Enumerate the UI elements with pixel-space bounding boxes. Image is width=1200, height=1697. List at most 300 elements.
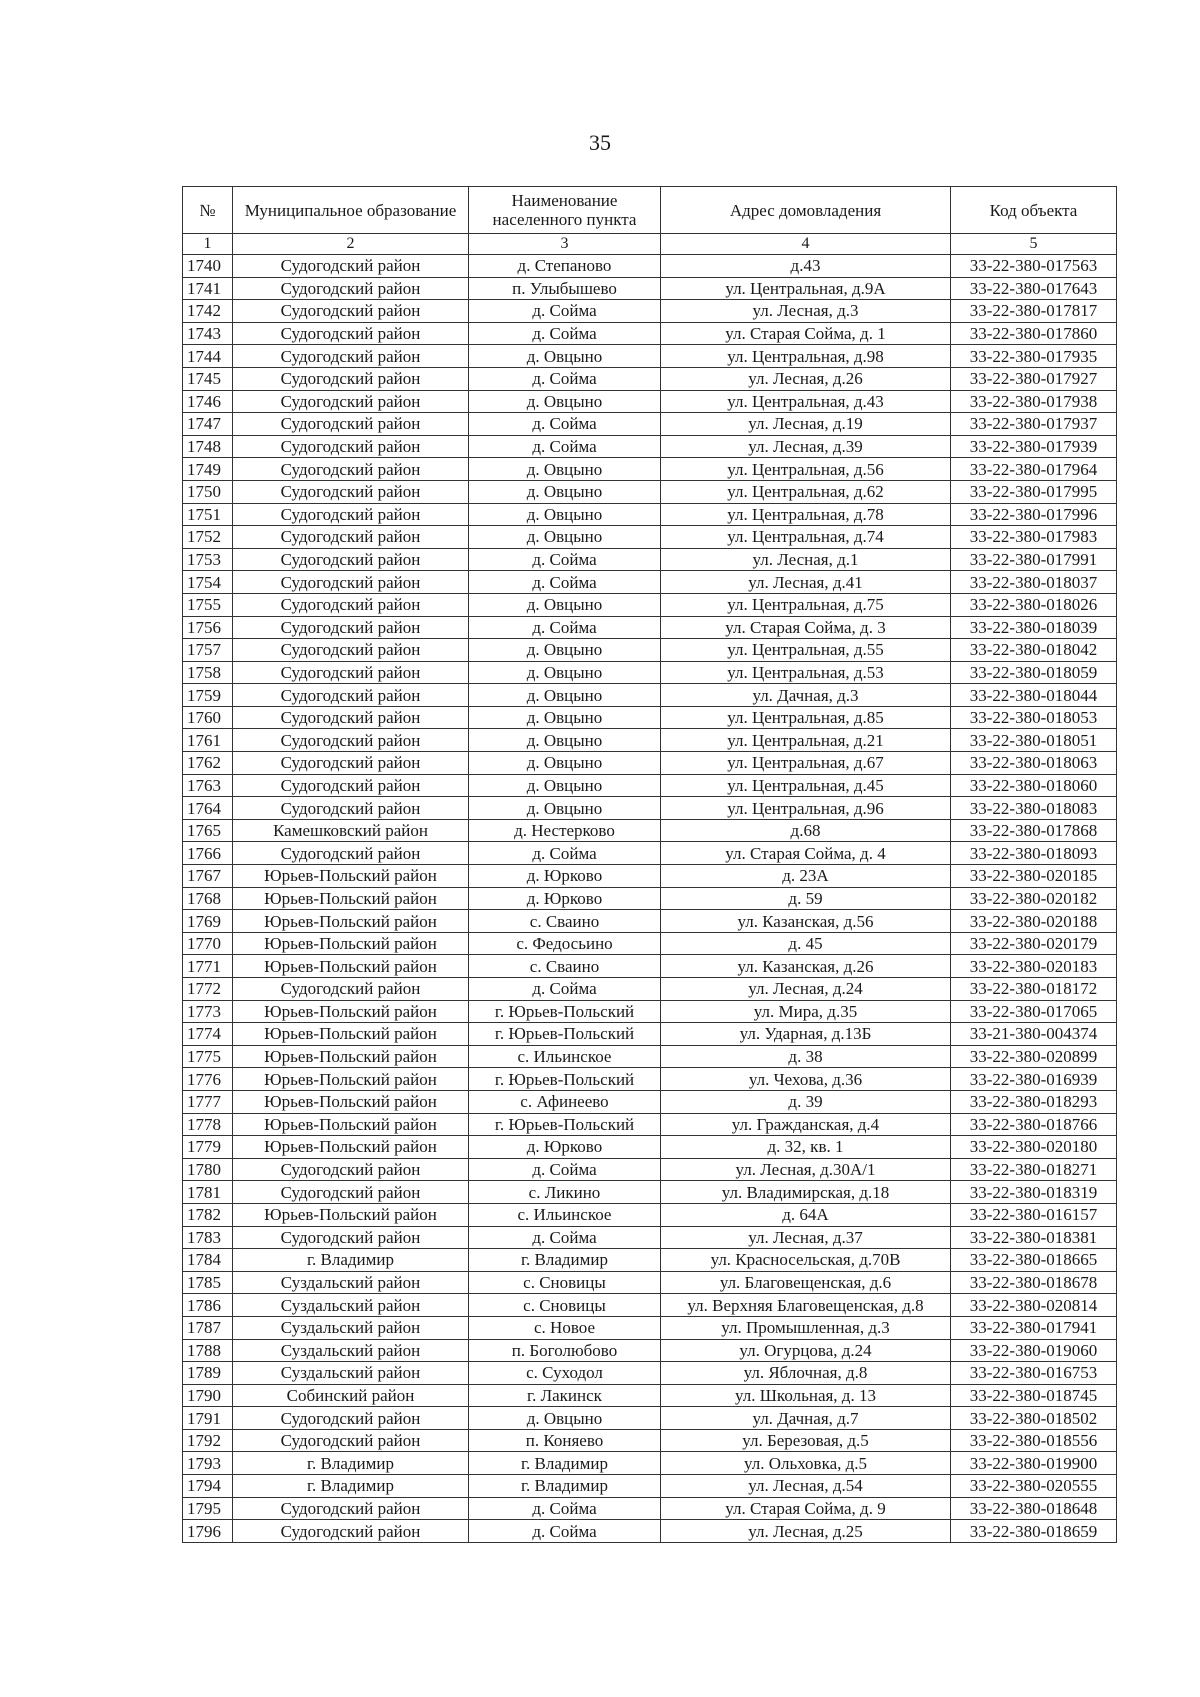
cell-settlement: с. Федосьино [469,932,661,955]
cell-number: 1769 [183,910,233,933]
cell-address: ул. Лесная, д.19 [661,413,951,436]
cell-municipality: Судогодский район [233,503,469,526]
cell-municipality: Судогодский район [233,1407,469,1430]
cell-number: 1784 [183,1249,233,1272]
cell-municipality: Судогодский район [233,752,469,775]
column-number-row [183,234,1117,255]
cell-number: 1790 [183,1384,233,1407]
cell-municipality: Юрьев-Польский район [233,955,469,978]
cell-object-code: 33-22-380-018051 [951,729,1117,752]
cell-number: 1770 [183,932,233,955]
table-body [183,255,1117,1543]
table-row [183,1475,1117,1498]
cell-municipality: Судогодский район [233,255,469,278]
cell-settlement: д. Овцыно [469,639,661,662]
cell-address: ул. Дачная, д.7 [661,1407,951,1430]
column-number: 3 [469,234,661,255]
cell-address: ул. Центральная, д.74 [661,526,951,549]
cell-object-code: 33-22-380-017995 [951,480,1117,503]
table-row [183,390,1117,413]
cell-address: ул. Центральная, д.78 [661,503,951,526]
header-settlement: Наименование населенного пункта [469,187,661,234]
cell-settlement: г. Юрьев-Польский [469,1113,661,1136]
cell-settlement: д. Овцыно [469,797,661,820]
cell-address: ул. Чехова, д.36 [661,1068,951,1091]
cell-settlement: д. Сойма [469,978,661,1001]
cell-object-code: 33-22-380-020185 [951,865,1117,888]
cell-municipality: Юрьев-Польский район [233,1000,469,1023]
cell-object-code: 33-22-380-018037 [951,571,1117,594]
column-number: 2 [233,234,469,255]
cell-object-code: 33-22-380-018059 [951,661,1117,684]
table-row [183,978,1117,1001]
cell-settlement: д. Сойма [469,1158,661,1181]
cell-municipality: Судогодский район [233,616,469,639]
cell-municipality: Юрьев-Польский район [233,1068,469,1091]
cell-address: ул. Лесная, д.41 [661,571,951,594]
cell-address: ул. Центральная, д.96 [661,797,951,820]
cell-settlement: д. Овцыно [469,706,661,729]
cell-number: 1755 [183,593,233,616]
cell-number: 1775 [183,1045,233,1068]
table-row [183,1045,1117,1068]
cell-municipality: Юрьев-Польский район [233,1090,469,1113]
cell-address: ул. Центральная, д.21 [661,729,951,752]
cell-municipality: Судогодский район [233,480,469,503]
cell-settlement: д. Овцыно [469,1407,661,1430]
cell-address: ул. Ольховка, д.5 [661,1452,951,1475]
cell-settlement: д. Сойма [469,367,661,390]
table-row [183,842,1117,865]
cell-municipality: Суздальский район [233,1362,469,1385]
cell-number: 1757 [183,639,233,662]
cell-settlement: д. Овцыно [469,526,661,549]
cell-object-code: 33-22-380-018678 [951,1271,1117,1294]
cell-object-code: 33-22-380-018063 [951,752,1117,775]
column-number: 1 [183,234,233,255]
cell-address: ул. Красносельская, д.70В [661,1249,951,1272]
cell-address: ул. Яблочная, д.8 [661,1362,951,1385]
cell-number: 1743 [183,322,233,345]
cell-address: ул. Старая Сойма, д. 3 [661,616,951,639]
cell-settlement: с. Суходол [469,1362,661,1385]
table-row [183,1023,1117,1046]
cell-number: 1748 [183,435,233,458]
cell-settlement: д. Сойма [469,1226,661,1249]
cell-municipality: Судогодский район [233,842,469,865]
table-row [183,932,1117,955]
cell-settlement: г. Владимир [469,1452,661,1475]
cell-number: 1750 [183,480,233,503]
cell-number: 1742 [183,300,233,323]
cell-municipality: Судогодский район [233,1497,469,1520]
cell-address: д.68 [661,819,951,842]
cell-object-code: 33-22-380-018093 [951,842,1117,865]
cell-number: 1754 [183,571,233,594]
header-object-code: Код объекта [951,187,1117,234]
cell-object-code: 33-22-380-017927 [951,367,1117,390]
cell-municipality: Судогодский район [233,435,469,458]
cell-number: 1741 [183,277,233,300]
cell-address: ул. Лесная, д.1 [661,548,951,571]
cell-object-code: 33-22-380-020814 [951,1294,1117,1317]
cell-municipality: Судогодский район [233,548,469,571]
cell-municipality: Судогодский район [233,345,469,368]
cell-object-code: 33-22-380-018665 [951,1249,1117,1272]
cell-object-code: 33-22-380-018044 [951,684,1117,707]
cell-municipality: Судогодский район [233,526,469,549]
table-row [183,1384,1117,1407]
cell-settlement: д. Овцыно [469,390,661,413]
table-row [183,300,1117,323]
cell-settlement: д. Сойма [469,571,661,594]
table-row [183,548,1117,571]
table-row [183,797,1117,820]
cell-address: д. 23А [661,865,951,888]
cell-address: ул. Центральная, д.9А [661,277,951,300]
cell-municipality: Судогодский район [233,593,469,616]
table-row [183,661,1117,684]
cell-municipality: Судогодский район [233,1181,469,1204]
cell-number: 1759 [183,684,233,707]
cell-object-code: 33-22-380-020188 [951,910,1117,933]
cell-settlement: д. Овцыно [469,345,661,368]
cell-number: 1768 [183,887,233,910]
cell-municipality: Суздальский район [233,1294,469,1317]
cell-object-code: 33-22-380-020555 [951,1475,1117,1498]
table-row [183,345,1117,368]
table-row [183,593,1117,616]
cell-number: 1767 [183,865,233,888]
cell-settlement: д. Юрково [469,1136,661,1159]
cell-number: 1773 [183,1000,233,1023]
cell-address: ул. Лесная, д.39 [661,435,951,458]
cell-address: ул. Лесная, д.37 [661,1226,951,1249]
cell-object-code: 33-22-380-018053 [951,706,1117,729]
cell-number: 1761 [183,729,233,752]
cell-number: 1747 [183,413,233,436]
cell-object-code: 33-22-380-018039 [951,616,1117,639]
cell-settlement: д. Степаново [469,255,661,278]
cell-address: ул. Верхняя Благовещенская, д.8 [661,1294,951,1317]
table-row [183,435,1117,458]
table-row [183,774,1117,797]
table-row [183,413,1117,436]
cell-municipality: Судогодский район [233,706,469,729]
cell-address: д. 59 [661,887,951,910]
cell-number: 1793 [183,1452,233,1475]
cell-number: 1795 [183,1497,233,1520]
cell-address: ул. Центральная, д.53 [661,661,951,684]
cell-address: ул. Центральная, д.75 [661,593,951,616]
cell-municipality: Судогодский район [233,1158,469,1181]
cell-municipality: Судогодский район [233,729,469,752]
table-row [183,1429,1117,1452]
cell-address: ул. Лесная, д.54 [661,1475,951,1498]
cell-settlement: г. Юрьев-Польский [469,1000,661,1023]
cell-address: д. 39 [661,1090,951,1113]
cell-address: ул. Центральная, д.62 [661,480,951,503]
table-row [183,1113,1117,1136]
cell-object-code: 33-22-380-018766 [951,1113,1117,1136]
cell-number: 1758 [183,661,233,684]
cell-object-code: 33-22-380-018502 [951,1407,1117,1430]
cell-object-code: 33-22-380-017065 [951,1000,1117,1023]
cell-municipality: Судогодский район [233,1226,469,1249]
cell-settlement: д. Сойма [469,300,661,323]
cell-address: ул. Лесная, д.26 [661,367,951,390]
cell-municipality: Судогодский район [233,1520,469,1543]
table-row [183,526,1117,549]
cell-number: 1756 [183,616,233,639]
cell-address: ул. Центральная, д.85 [661,706,951,729]
cell-object-code: 33-22-380-018293 [951,1090,1117,1113]
table-row [183,819,1117,842]
header-row [183,187,1117,234]
cell-object-code: 33-22-380-017983 [951,526,1117,549]
cell-address: ул. Школьная, д. 13 [661,1384,951,1407]
cell-settlement: г. Юрьев-Польский [469,1068,661,1091]
cell-number: 1779 [183,1136,233,1159]
cell-address: ул. Дачная, д.3 [661,684,951,707]
cell-settlement: д. Сойма [469,1497,661,1520]
cell-object-code: 33-22-380-017939 [951,435,1117,458]
cell-settlement: д. Овцыно [469,661,661,684]
table-row [183,684,1117,707]
cell-object-code: 33-22-380-016753 [951,1362,1117,1385]
cell-object-code: 33-22-380-017964 [951,458,1117,481]
cell-object-code: 33-22-380-018042 [951,639,1117,662]
cell-number: 1751 [183,503,233,526]
table-row [183,752,1117,775]
cell-number: 1789 [183,1362,233,1385]
cell-object-code: 33-22-380-018060 [951,774,1117,797]
cell-number: 1746 [183,390,233,413]
cell-number: 1771 [183,955,233,978]
table-row [183,1316,1117,1339]
cell-number: 1780 [183,1158,233,1181]
cell-municipality: Юрьев-Польский район [233,1113,469,1136]
table-row [183,887,1117,910]
cell-object-code: 33-22-380-017991 [951,548,1117,571]
cell-settlement: с. Сваино [469,910,661,933]
cell-object-code: 33-22-380-018172 [951,978,1117,1001]
cell-settlement: с. Ильинское [469,1045,661,1068]
cell-settlement: с. Новое [469,1316,661,1339]
cell-address: ул. Центральная, д.98 [661,345,951,368]
table-row [183,1249,1117,1272]
cell-object-code: 33-22-380-018659 [951,1520,1117,1543]
cell-municipality: Суздальский район [233,1339,469,1362]
cell-municipality: Судогодский район [233,684,469,707]
cell-number: 1765 [183,819,233,842]
table-row [183,729,1117,752]
table-row [183,1520,1117,1543]
cell-municipality: Юрьев-Польский район [233,1203,469,1226]
table-row [183,1294,1117,1317]
cell-object-code: 33-22-380-017935 [951,345,1117,368]
page-number: 35 [589,130,611,155]
cell-number: 1764 [183,797,233,820]
cell-municipality: Юрьев-Польский район [233,887,469,910]
cell-municipality: г. Владимир [233,1452,469,1475]
cell-municipality: Судогодский район [233,322,469,345]
cell-settlement: д. Овцыно [469,480,661,503]
cell-settlement: с. Афинеево [469,1090,661,1113]
table-row [183,1362,1117,1385]
cell-object-code: 33-22-380-018556 [951,1429,1117,1452]
cell-settlement: д. Нестерково [469,819,661,842]
cell-address: ул. Владимирская, д.18 [661,1181,951,1204]
cell-object-code: 33-22-380-017868 [951,819,1117,842]
cell-settlement: г. Юрьев-Польский [469,1023,661,1046]
cell-address: ул. Центральная, д.55 [661,639,951,662]
cell-settlement: с. Сваино [469,955,661,978]
cell-municipality: Юрьев-Польский район [233,1136,469,1159]
cell-object-code: 33-22-380-018083 [951,797,1117,820]
cell-number: 1792 [183,1429,233,1452]
cell-address: ул. Центральная, д.56 [661,458,951,481]
table-row [183,1090,1117,1113]
cell-settlement: п. Коняево [469,1429,661,1452]
cell-address: ул. Ударная, д.13Б [661,1023,951,1046]
cell-municipality: Судогодский район [233,277,469,300]
cell-settlement: с. Сновицы [469,1294,661,1317]
cell-settlement: д. Овцыно [469,503,661,526]
cell-number: 1749 [183,458,233,481]
cell-municipality: Юрьев-Польский район [233,932,469,955]
cell-number: 1796 [183,1520,233,1543]
cell-settlement: д. Сойма [469,616,661,639]
cell-address: д. 32, кв. 1 [661,1136,951,1159]
cell-settlement: д. Овцыно [469,774,661,797]
cell-address: ул. Старая Сойма, д. 1 [661,322,951,345]
cell-settlement: д. Сойма [469,842,661,865]
cell-address: д. 38 [661,1045,951,1068]
cell-number: 1745 [183,367,233,390]
cell-number: 1740 [183,255,233,278]
table-row [183,1271,1117,1294]
cell-number: 1788 [183,1339,233,1362]
table-row [183,1068,1117,1091]
table-row [183,706,1117,729]
cell-address: ул. Лесная, д.30А/1 [661,1158,951,1181]
cell-number: 1762 [183,752,233,775]
cell-number: 1744 [183,345,233,368]
cell-settlement: д. Овцыно [469,458,661,481]
cell-address: ул. Промышленная, д.3 [661,1316,951,1339]
cell-municipality: Судогодский район [233,978,469,1001]
cell-number: 1785 [183,1271,233,1294]
table-row [183,1407,1117,1430]
cell-settlement: д. Сойма [469,1520,661,1543]
cell-number: 1776 [183,1068,233,1091]
cell-address: ул. Центральная, д.67 [661,752,951,775]
cell-settlement: д. Сойма [469,435,661,458]
cell-number: 1778 [183,1113,233,1136]
cell-municipality: Суздальский район [233,1271,469,1294]
cell-object-code: 33-22-380-018648 [951,1497,1117,1520]
cell-address: ул. Старая Сойма, д. 9 [661,1497,951,1520]
cell-address: ул. Центральная, д.43 [661,390,951,413]
cell-number: 1777 [183,1090,233,1113]
cell-number: 1786 [183,1294,233,1317]
cell-settlement: д. Юрково [469,865,661,888]
table-row [183,639,1117,662]
cell-object-code: 33-22-380-018319 [951,1181,1117,1204]
cell-number: 1783 [183,1226,233,1249]
cell-municipality: Судогодский район [233,300,469,323]
table-row [183,367,1117,390]
cell-number: 1774 [183,1023,233,1046]
table-row [183,1000,1117,1023]
header-address: Адрес домовладения [661,187,951,234]
table-row [183,1452,1117,1475]
cell-object-code: 33-22-380-017817 [951,300,1117,323]
cell-number: 1781 [183,1181,233,1204]
cell-settlement: с. Ильинское [469,1203,661,1226]
cell-settlement: д. Овцыно [469,752,661,775]
cell-municipality: Судогодский район [233,639,469,662]
cell-municipality: Юрьев-Польский район [233,865,469,888]
cell-number: 1752 [183,526,233,549]
cell-object-code: 33-22-380-016939 [951,1068,1117,1091]
cell-object-code: 33-22-380-020182 [951,887,1117,910]
cell-object-code: 33-22-380-020899 [951,1045,1117,1068]
table-row [183,1226,1117,1249]
cell-address: ул. Лесная, д.3 [661,300,951,323]
cell-object-code: 33-22-380-017860 [951,322,1117,345]
cell-address: ул. Казанская, д.56 [661,910,951,933]
cell-settlement: с. Сновицы [469,1271,661,1294]
cell-settlement: д. Овцыно [469,593,661,616]
column-number: 5 [951,234,1117,255]
cell-object-code: 33-22-380-019060 [951,1339,1117,1362]
cell-address: ул. Гражданская, д.4 [661,1113,951,1136]
cell-number: 1772 [183,978,233,1001]
cell-municipality: Юрьев-Польский район [233,1023,469,1046]
cell-address: д.43 [661,255,951,278]
table-row [183,1339,1117,1362]
cell-number: 1760 [183,706,233,729]
cell-object-code: 33-22-380-018745 [951,1384,1117,1407]
cell-address: ул. Мира, д.35 [661,1000,951,1023]
cell-number: 1794 [183,1475,233,1498]
cell-municipality: Судогодский район [233,367,469,390]
cell-number: 1791 [183,1407,233,1430]
table-row [183,1158,1117,1181]
registry-table [182,186,1117,1543]
cell-number: 1787 [183,1316,233,1339]
cell-object-code: 33-22-380-017937 [951,413,1117,436]
header-municipality: Муниципальное образование [233,187,469,234]
cell-address: ул. Огурцова, д.24 [661,1339,951,1362]
cell-object-code: 33-22-380-017996 [951,503,1117,526]
cell-object-code: 33-22-380-018271 [951,1158,1117,1181]
cell-object-code: 33-22-380-017563 [951,255,1117,278]
cell-settlement: п. Боголюбово [469,1339,661,1362]
cell-object-code: 33-22-380-018381 [951,1226,1117,1249]
cell-number: 1753 [183,548,233,571]
cell-number: 1782 [183,1203,233,1226]
table-row [183,255,1117,278]
cell-municipality: г. Владимир [233,1475,469,1498]
cell-municipality: г. Владимир [233,1249,469,1272]
cell-settlement: д. Сойма [469,413,661,436]
table-row [183,910,1117,933]
cell-settlement: д. Овцыно [469,729,661,752]
cell-number: 1766 [183,842,233,865]
